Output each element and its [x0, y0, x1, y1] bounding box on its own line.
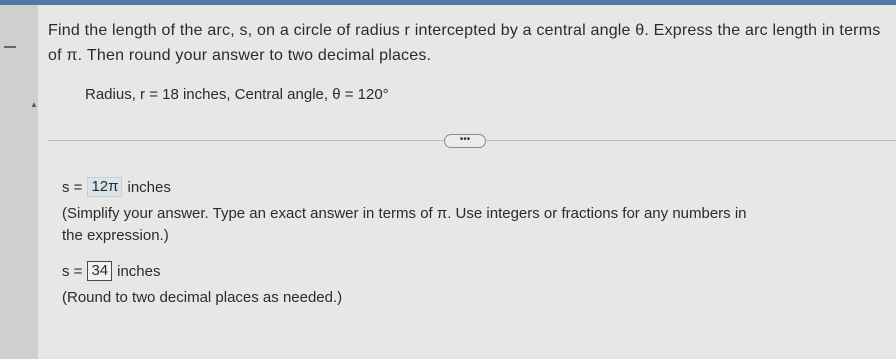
rounded-answer-row [62, 261, 160, 281]
exact-answer-unit: inches [127, 178, 171, 196]
caret-up-icon[interactable]: ▲ [30, 100, 38, 109]
exact-answer-prefix: s = [62, 178, 83, 196]
exact-answer-field[interactable]: 12π [87, 177, 122, 197]
question-text-line-1: Find the length of the arc, s, on a circle of radius r intercepted by a central angle θ. Express the arc length in terms [48, 22, 881, 39]
rounded-answer-prefix: s = [62, 262, 83, 280]
question-text-line-2: of π. Then round your answer to two decimal places. [48, 47, 432, 64]
rounded-answer-unit: inches [117, 262, 161, 280]
exact-answer-row [62, 177, 171, 197]
rounded-answer-field[interactable]: 34 [87, 261, 112, 281]
given-values: Radius, r = 18 inches, Central angle, θ = 120° [85, 86, 389, 103]
left-dash-icon [4, 46, 16, 48]
left-panel [0, 5, 38, 359]
exact-instruction-line-1: (Simplify your answer. Type an exact answer in terms of π. Use integers or fractions for any numbers in [62, 205, 747, 222]
exact-instruction-line-2: the expression.) [62, 227, 169, 244]
rounded-instruction: (Round to two decimal places as needed.) [62, 289, 343, 306]
expand-ellipsis-button[interactable]: ••• [444, 134, 486, 148]
